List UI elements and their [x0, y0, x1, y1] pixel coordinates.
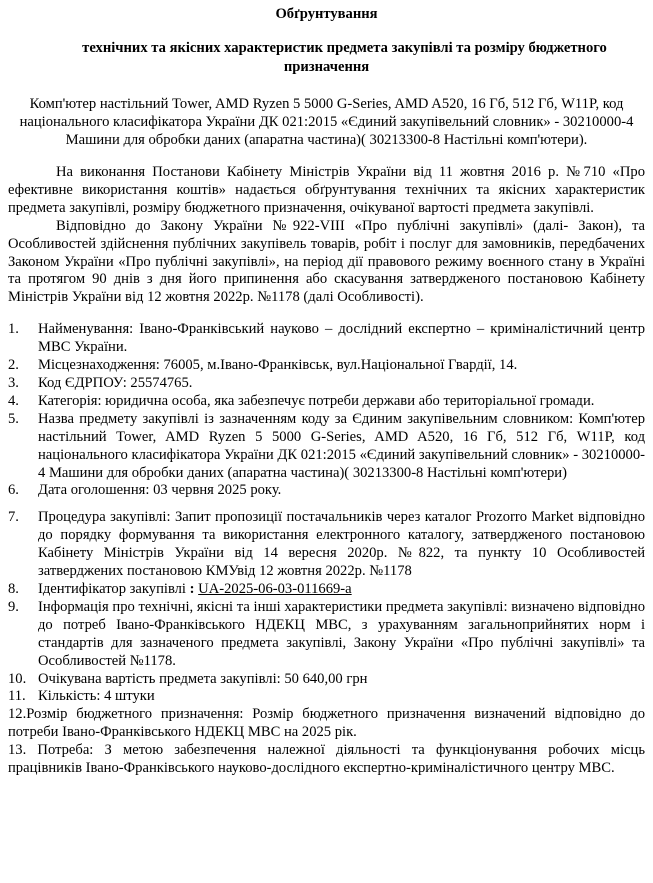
procurement-identifier: UA-2025-06-03-011669-a [198, 580, 352, 597]
identifier-colon: : [186, 580, 199, 597]
list-item-number: 6. [8, 482, 19, 499]
list-item-text: Потреба: З метою забезпечення належної діяльності та функціонування робочих місць працівників Івано-Франківського науково-дослідного експертно-криміналістичного центру МВС. [8, 742, 645, 777]
list-item [8, 411, 645, 483]
paragraph-legal: Відповідно до Закону України №922-VIII «Про публічні закупівлі» (далі- Закон), та Особливостей здійснення публічних закупівель товарів, робіт і послуг для замовників, передбачених Законом України «Про публічні закупівлі», на період дії правового режиму воєнного стану в Україні та протягом 90 днів з дня його припинення або скасування затвердженого постановою Кабінету Міністрів України від 12 жовтня 2022р. №1178 (далі Особливості). [8, 217, 645, 306]
list-item-number: 9. [8, 598, 19, 615]
procurement-subject: Комп'ютер настільний Tower, AMD Ryzen 5 5000 G-Series, AMD A520, 16 Гб, 512 Гб, W11P, код національного класифікатора України ДК 021:2015 «Єдиний закупівельний словник» - 30210000-4 Машини для обробки даних (апаратна частина)( 30213300-8 Настільні комп'ютери). [19, 95, 634, 148]
list-item-text: Очікувана вартість предмета закупівлі: 50 640,00 грн [38, 670, 368, 687]
list-item-text: Найменування: Івано-Франківський науково – дослідний експертно – криміналістичний центр МВС України. [38, 321, 645, 356]
list-item-number: 7. [8, 509, 19, 526]
list-item-number: 1. [8, 321, 19, 338]
list-item-text: Інформація про технічні, якісні та інші характеристики предмета закупівлі: визначено відповідно до потреб Івано-Франківського НДЕКЦ МВС, з урахуванням загальноприйнятих норм і стандартів для зазначеного предмета закупівлі, Закону України «Про публічні закупівлі» та Особливостей №1178. [38, 598, 645, 669]
list-item-number: 4. [8, 392, 19, 409]
list-item-text: Код ЄДРПОУ: 25574765. [38, 375, 193, 391]
document-title: Обґрунтування [275, 6, 378, 22]
list-item [8, 357, 645, 375]
list-item-number: 11. [8, 688, 26, 705]
list-item-number: 8. [8, 580, 19, 597]
list-item [8, 321, 645, 357]
paragraph-basis: На виконання Постанови Кабінету Міністрів України від 11 жовтня 2016 р. №710 «Про ефективне використання коштів» надається обґрунтування технічних та якісних характеристик предмета закупівлі, розміру бюджетного призначення, очікуваної вартості предмета закупівлі. [8, 164, 645, 216]
list-item [8, 599, 645, 671]
list-item-number: 5. [8, 410, 19, 427]
list-item-text: Кількість: 4 штуки [38, 688, 155, 705]
list-item [8, 509, 645, 581]
list-item-text: Дата оголошення: 03 червня 2025 року. [38, 482, 282, 499]
list-item [8, 688, 645, 706]
list-item-number: 12. [8, 706, 27, 723]
list-item-number: 2. [8, 357, 19, 374]
list-item [8, 742, 645, 778]
list-item-number: 3. [8, 375, 19, 391]
list-item [8, 706, 645, 742]
identifier-label: Ідентифікатор закупівлі [38, 580, 186, 597]
list-item [8, 375, 645, 393]
details-list [8, 321, 645, 778]
list-item-text: Місцезнаходження: 76005, м.Івано-Франківськ, вул.Національної Гвардії, 14. [38, 357, 518, 374]
list-item-text: Процедура закупівлі: Запит пропозиції постачальників через каталог Prozorro Market відповідно до порядку формування та використання електронного каталогу, затвердженого постановою Кабінету Міністрів України від 14 вересня 2020р. №822, та пункту 10 Особливостей затверджених постановою КМУвід 12 жовтня 2022р. №1178 [38, 509, 645, 580]
list-item-text: Назва предмету закупівлі із зазначенням коду за Єдиним закупівельним словником: Комп'ютер настільний Tower, AMD Ryzen 5 5000 G-Series, AMD A520, 16 Гб, 512 Гб, W11P, код національного класифікатора України ДК 021:2015 «Єдиний закупівельний словник» - 30210000-4 Машини для обробки даних (апаратна частина)( 30213300-8 Настільні комп'ютери) [38, 410, 645, 481]
list-item-text: Категорія: юридична особа, яка забезпечує потреби держави або територіальної громади. [38, 392, 595, 409]
list-item-identifier [8, 581, 645, 599]
list-item-number: 13. [8, 742, 27, 759]
list-item-number: 10. [8, 670, 27, 687]
list-item-text: Розмір бюджетного призначення: Розмір бюджетного призначення визначений відповідно до потреби Івано-Франківського НДЕКЦ МВС на 2025 рік. [8, 706, 645, 741]
list-item [8, 482, 645, 500]
document-title-line-2: технічних та якісних характеристик предмета закупівлі та розміру бюджетного [82, 39, 607, 56]
list-item [8, 671, 645, 689]
document-title-line-3: призначення [283, 58, 370, 75]
list-item [8, 393, 645, 411]
